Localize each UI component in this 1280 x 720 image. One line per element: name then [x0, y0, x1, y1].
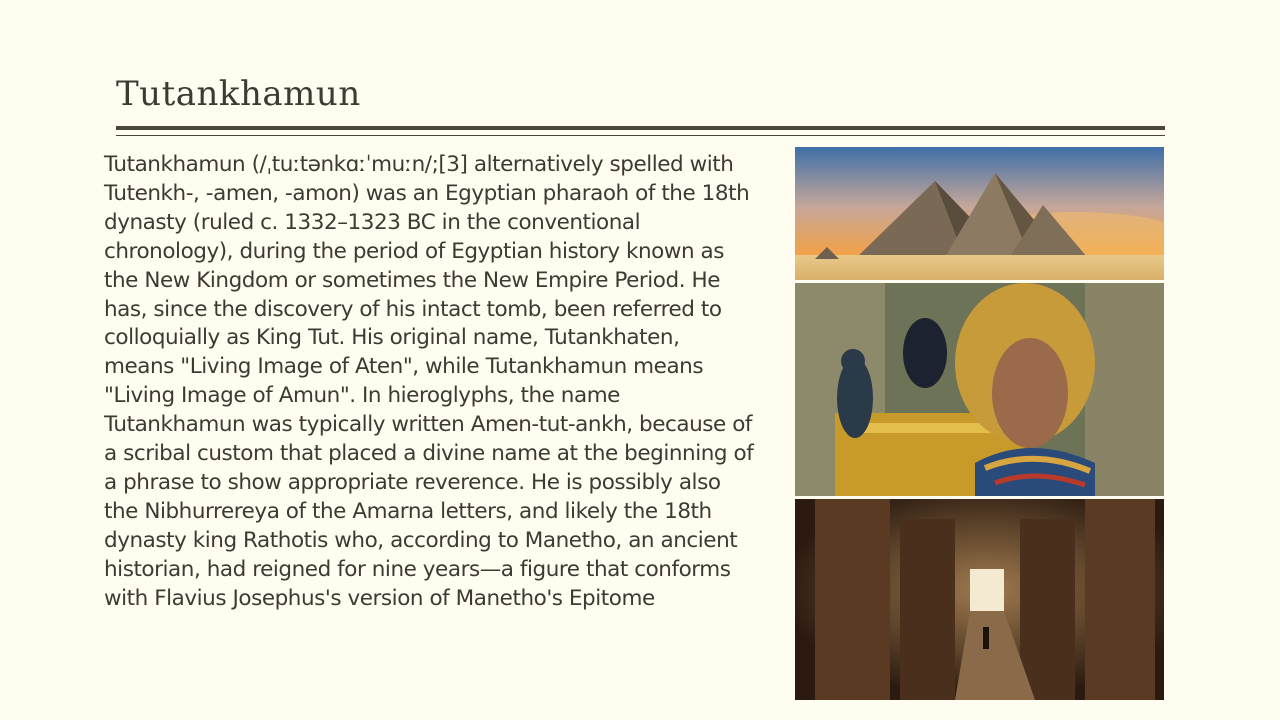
- slide-title: Tutankhamun: [116, 74, 361, 114]
- temple-corridor-image: [795, 499, 1164, 700]
- egyptian-queen-image: [795, 283, 1164, 496]
- body-text: Tutankhamun (/ˌtuːtənkɑːˈmuːn/;[3] alternatively spelled with Tutenkh-, -amen, -amon) was an Egyptian pharaoh of the 18th dynasty (ruled c. 1332–1323 BC in the conventional chronology), during the period of Egyptian history known as the New Kingdom or sometimes the New Empire Period. He has, since the discovery of his intact tomb, been referred to colloquially as King Tut. His original name, Tutankhaten, means "Living Image of Aten", while Tutankhamun means "Living Image of Amun". In hieroglyphs, the name Tutankhamun was typically written Amen-tut-ankh, because of a scribal custom that placed a divine name at the beginning of a phrase to show appropriate reverence. He is possibly also the Nibhurrereya of the Amarna letters, and likely the 18th dynasty king Rathotis who, according to Manetho, an ancient historian, had reigned for nine years—a figure that conforms with Flavius Josephus's version of Manetho's Epitome: [104, 152, 754, 611]
- title-rule-thin: [116, 135, 1165, 136]
- pyramids-image: [795, 147, 1164, 280]
- title-rule-thick: [116, 126, 1165, 130]
